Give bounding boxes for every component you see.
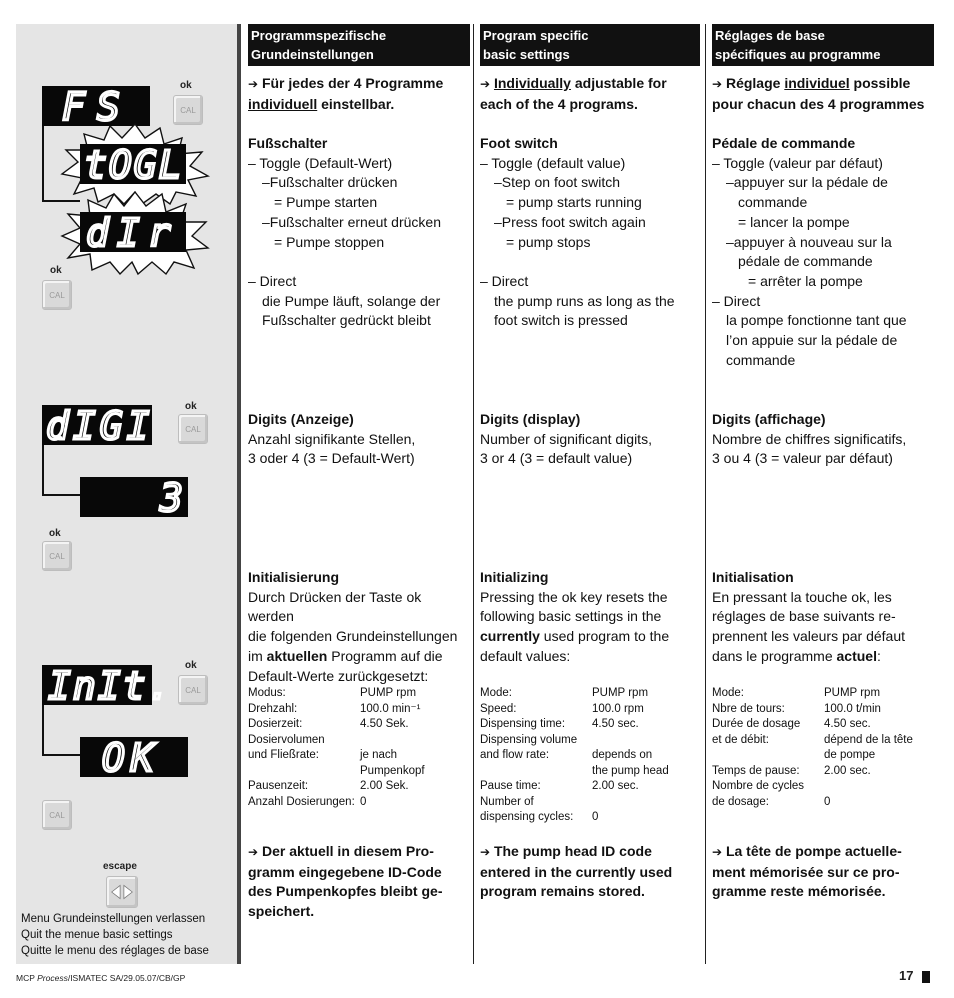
- text-line: l’on appuie sur la pédale de: [726, 332, 898, 349]
- setting-key: Dispensing volume: [480, 733, 578, 746]
- doc-ref-part-italic: Process: [37, 973, 68, 983]
- table-row: [248, 779, 470, 795]
- settings-table: [480, 686, 700, 826]
- setting-key: und Fließrate:: [248, 749, 319, 761]
- left-footer-line: Quitte le menu des réglages de base: [21, 944, 209, 957]
- text-line: = arrêter la pompe: [748, 272, 863, 289]
- table-row: [480, 686, 700, 702]
- setting-value: PUMP rpm: [824, 687, 881, 699]
- svg-text:OK: OK: [102, 736, 160, 780]
- arrow-icon: ➔: [248, 845, 259, 859]
- section-title: Fußschalter: [248, 135, 328, 151]
- setting-key: [248, 764, 360, 780]
- setting-value: [592, 795, 700, 811]
- text-run-bold: actuel: [836, 647, 877, 664]
- cal-key-label: CAL: [49, 810, 65, 820]
- note: [480, 842, 700, 902]
- column-header-line: Program specific: [483, 28, 589, 43]
- text-line: –Step on foot switch: [494, 174, 621, 191]
- foot-switch-section: [712, 134, 934, 370]
- lcd-ok-segments: [80, 736, 188, 780]
- text-line: 3 oder 4 (3 = Default-Wert): [248, 450, 415, 467]
- text-line: = Pumpe starten: [274, 194, 378, 211]
- page-number: 17: [899, 968, 914, 983]
- cal-key[interactable]: [178, 675, 208, 705]
- table-row: [480, 717, 700, 733]
- table-row: [248, 764, 470, 780]
- document-reference: [16, 973, 185, 983]
- table-row: [712, 779, 934, 795]
- setting-value: [824, 779, 934, 795]
- intro-text: each of the 4 programs.: [480, 95, 638, 112]
- setting-value: 4.50 Sek.: [360, 718, 409, 730]
- text-run-bold: currently: [480, 628, 540, 645]
- intro-text: Für jedes der 4 Programme: [261, 75, 444, 91]
- cal-key[interactable]: [42, 800, 72, 830]
- table-row: [712, 702, 934, 718]
- left-divider-bar: [237, 24, 241, 964]
- column-header: [248, 24, 470, 66]
- section-title: Initialisierung: [248, 569, 340, 585]
- text-line: – Toggle (default value): [480, 154, 626, 171]
- spacer: [248, 252, 470, 272]
- setting-value: 2.00 Sek.: [360, 780, 409, 792]
- lcd-3-segments: [80, 476, 188, 520]
- table-row: [712, 764, 934, 780]
- setting-value: 2.00 sec.: [824, 764, 871, 777]
- table-row: [248, 733, 470, 749]
- setting-value: dépend de la tête: [824, 733, 913, 746]
- text-line: Number of significant digits,: [480, 430, 652, 447]
- note: [248, 842, 470, 922]
- foot-switch-section: [248, 134, 470, 331]
- table-row: [248, 717, 470, 733]
- section-title: Pédale de commande: [712, 135, 856, 151]
- text-line: die Pumpe läuft, solange der: [262, 292, 441, 309]
- note-line: entered in the currently used: [480, 863, 673, 880]
- table-row: [248, 686, 470, 702]
- setting-value: 0: [824, 795, 831, 808]
- left-footer-line: Quit the menue basic settings: [21, 928, 173, 941]
- table-row: [480, 748, 700, 764]
- setting-value: depends on: [592, 749, 653, 761]
- digits-section: [712, 410, 934, 469]
- column-german: [248, 24, 470, 920]
- arrow-icon: ➔: [248, 77, 259, 91]
- setting-value: [592, 733, 700, 749]
- text-line: –appuyer à nouveau sur la: [726, 233, 892, 250]
- column-separator: [473, 24, 474, 964]
- intro: [480, 74, 700, 114]
- setting-key: Drehzahl:: [248, 702, 298, 715]
- setting-key: Pausenzeit:: [248, 780, 309, 792]
- setting-key: et de débit:: [712, 733, 769, 746]
- text-run: :: [876, 647, 881, 664]
- spacer: [480, 252, 700, 272]
- ok-label: ok: [50, 265, 62, 276]
- text-line: – Direct: [480, 272, 529, 289]
- table-row: [712, 733, 934, 749]
- table-row: [248, 702, 470, 718]
- setting-key: [712, 748, 824, 764]
- setting-key: Temps de pause:: [712, 764, 800, 777]
- text-line: Default-Werte zurückgesetzt:: [248, 667, 429, 684]
- cal-key-label: CAL: [49, 551, 65, 561]
- text-run-bold: aktuellen: [266, 647, 328, 664]
- text-line: following basic settings in the: [480, 608, 662, 625]
- ok-label: ok: [49, 528, 61, 539]
- text-line: –Press foot switch again: [494, 213, 646, 230]
- text-line: – Direct: [712, 292, 761, 309]
- lcd-3: [80, 476, 188, 520]
- setting-value: de pompe: [824, 749, 876, 761]
- connector-digi: [42, 444, 80, 496]
- table-row: [480, 764, 700, 780]
- ok-label: ok: [180, 80, 192, 91]
- text-line: –Fußschalter erneut drücken: [262, 213, 441, 230]
- table-row: [248, 748, 470, 764]
- left-footer-line: Menu Grundeinstellungen verlassen: [21, 913, 206, 925]
- column-header-line: Grundeinstellungen: [251, 47, 374, 62]
- setting-value: 4.50 sec.: [824, 718, 871, 730]
- text-line: = lancer la pompe: [738, 213, 850, 230]
- left-footer: [21, 912, 209, 959]
- note-line: speichert.: [248, 903, 315, 920]
- setting-key: Durée de dosage: [712, 718, 801, 730]
- digits-section: [480, 410, 700, 469]
- text-line: – Toggle (valeur par défaut): [712, 154, 883, 171]
- setting-key: and flow rate:: [480, 749, 550, 761]
- cal-key-label: CAL: [180, 105, 196, 115]
- text-line: 3 or 4 (3 = default value): [480, 450, 633, 467]
- column-header-line: Réglages de base: [715, 28, 825, 43]
- lcd-fs: [42, 85, 150, 129]
- note-line: ment mémorisée sur ce pro-: [712, 863, 900, 880]
- table-row: [480, 779, 700, 795]
- svg-text:InIt.: InIt.: [48, 664, 173, 708]
- lcd-fs-segments: [42, 85, 150, 129]
- setting-key: dispensing cycles:: [480, 811, 574, 823]
- setting-value: the pump head: [592, 764, 669, 777]
- text-line: default values:: [480, 647, 571, 664]
- table-row: [712, 686, 934, 702]
- section-title: Initializing: [480, 569, 549, 585]
- setting-key: de dosage:: [712, 795, 769, 808]
- lcd-dir-segments: [80, 211, 186, 255]
- note-line: The pump head ID code: [493, 843, 652, 859]
- intro-underlined: Individually: [493, 75, 571, 91]
- table-row: [480, 810, 700, 826]
- text-run: dans le programme: [712, 647, 837, 664]
- lcd-ok: [80, 736, 188, 780]
- escape-label: escape: [103, 861, 137, 872]
- setting-key: Pause time:: [480, 780, 541, 792]
- note-line: gramm eingegebene ID-Code: [248, 863, 442, 880]
- intro-text: einstellbar.: [317, 95, 395, 112]
- settings-table: [248, 686, 470, 810]
- doc-ref-part: MCP: [16, 973, 38, 983]
- column-header-line: spécifiques au programme: [715, 47, 881, 62]
- setting-key: Anzahl Dosierungen:: [248, 795, 355, 808]
- text-run: Programm auf die: [327, 647, 443, 664]
- section-title: Digits (Anzeige): [248, 411, 354, 427]
- table-row: [480, 795, 700, 811]
- setting-key: Mode:: [480, 687, 512, 699]
- setting-key: Mode:: [712, 687, 744, 699]
- section-title: Foot switch: [480, 135, 558, 151]
- arrow-icon: ➔: [712, 77, 723, 91]
- setting-key: Modus:: [248, 687, 286, 699]
- lcd-digi: [42, 404, 154, 448]
- setting-key: Dispensing time:: [480, 718, 566, 730]
- intro: [712, 74, 934, 114]
- svg-text:dIr: dIr: [86, 211, 179, 255]
- digits-section: [248, 410, 470, 469]
- column-header: [712, 24, 934, 66]
- intro-underlined: individuell: [248, 95, 318, 112]
- setting-value: 100.0 min⁻¹: [360, 702, 421, 715]
- section-title: Initialisation: [712, 569, 794, 585]
- text-line: –Fußschalter drücken: [262, 174, 398, 191]
- svg-text:FS: FS: [62, 85, 132, 129]
- setting-value: [360, 733, 470, 749]
- text-line: = pump stops: [506, 233, 591, 250]
- connector-init: [42, 704, 80, 756]
- text-line: –appuyer sur la pédale de: [726, 174, 888, 191]
- text-line: Nombre de chiffres significatifs,: [712, 430, 907, 447]
- text-line: – Direct: [248, 272, 297, 289]
- init-section: [712, 568, 934, 667]
- text-line: = pump starts running: [506, 194, 642, 211]
- text-line: foot switch is pressed: [494, 312, 628, 329]
- note-line: des Pumpenkopfes bleibt ge-: [248, 883, 443, 900]
- text-line: die folgenden Grundeinstellungen: [248, 628, 458, 645]
- table-row: [480, 733, 700, 749]
- column-separator: [705, 24, 706, 964]
- intro-text: adjustable for: [570, 75, 667, 91]
- lcd-togl-segments: [80, 143, 186, 187]
- table-row: [712, 795, 934, 811]
- text-line: pédale de commande: [738, 253, 873, 270]
- setting-value: PUMP rpm: [592, 687, 649, 699]
- column-french: [712, 24, 934, 900]
- settings-table: [712, 686, 934, 810]
- page-marker: [922, 971, 930, 983]
- note-line: La tête de pompe actuelle-: [725, 843, 902, 859]
- cal-key-label: CAL: [185, 424, 201, 434]
- setting-key: Dosierzeit:: [248, 718, 303, 730]
- text-line: prennent les valeurs par défaut: [712, 628, 906, 645]
- text-line: = Pumpe stoppen: [274, 233, 385, 250]
- cal-key[interactable]: [173, 95, 203, 125]
- svg-text:dIGI: dIGI: [46, 404, 154, 448]
- arrow-icon: ➔: [480, 845, 491, 859]
- table-row: [248, 795, 470, 811]
- ok-label: ok: [185, 660, 197, 671]
- text-line: réglages de base suivants re-: [712, 608, 896, 625]
- column-header: [480, 24, 700, 66]
- setting-key: Speed:: [480, 702, 517, 715]
- setting-value: 0: [592, 811, 599, 823]
- text-line: Durch Drücken der Taste ok werden: [248, 588, 422, 625]
- lcd-dir: [80, 211, 186, 255]
- note: [712, 842, 934, 902]
- intro-text: Réglage: [725, 75, 785, 91]
- arrow-icon: ➔: [480, 77, 491, 91]
- table-row: [480, 702, 700, 718]
- init-section: [480, 568, 700, 667]
- lcd-init-segments: [42, 664, 173, 708]
- intro-text: possible: [849, 75, 911, 91]
- left-right-arrows-icon: [107, 877, 137, 907]
- text-run: im: [248, 647, 267, 664]
- text-line: Pressing the ok key resets the: [480, 588, 668, 605]
- cal-key[interactable]: [178, 414, 208, 444]
- text-line: – Toggle (Default-Wert): [248, 154, 393, 171]
- svg-text:3: 3: [160, 476, 183, 520]
- setting-key: Number of: [480, 795, 534, 808]
- svg-text:tOGL: tOGL: [84, 143, 184, 187]
- table-row: [712, 717, 934, 733]
- lcd-init: [42, 664, 173, 708]
- foot-switch-section: [480, 134, 700, 331]
- text-line: commande: [726, 351, 796, 368]
- note-line: gramme reste mémorisée.: [712, 883, 886, 900]
- setting-value: 2.00 sec.: [592, 780, 639, 792]
- text-line: la pompe fonctionne tant que: [726, 312, 907, 329]
- section-title: Digits (display): [480, 411, 581, 427]
- column-header-line: basic settings: [483, 47, 570, 62]
- text-line: En pressant la touche ok, les: [712, 588, 892, 605]
- column-header-line: Programmspezifische: [251, 28, 387, 43]
- setting-value: PUMP rpm: [360, 687, 417, 699]
- setting-value: 100.0 t/min: [824, 702, 881, 715]
- note-line: program remains stored.: [480, 883, 645, 900]
- setting-key: [480, 764, 592, 780]
- escape-key[interactable]: [106, 876, 138, 908]
- text-line: commande: [738, 194, 808, 211]
- cal-key-label: CAL: [185, 685, 201, 695]
- setting-value: 0: [360, 795, 367, 808]
- lcd-digi-segments: [42, 404, 154, 448]
- setting-value: Pumpenkopf: [360, 764, 425, 777]
- init-section: [248, 568, 470, 686]
- cal-key[interactable]: [42, 541, 72, 571]
- setting-key: Nbre de tours:: [712, 702, 785, 715]
- table-row: [712, 748, 934, 764]
- setting-value: 4.50 sec.: [592, 718, 639, 730]
- text-line: Anzahl signifikante Stellen,: [248, 430, 416, 447]
- setting-key: Nombre de cycles: [712, 780, 805, 792]
- text-line: 3 ou 4 (3 = valeur par défaut): [712, 450, 893, 467]
- column-english: [480, 24, 700, 900]
- lcd-togl: [80, 143, 186, 187]
- cal-key[interactable]: [42, 280, 72, 310]
- text-run: used program to the: [539, 628, 670, 645]
- intro: [248, 74, 470, 114]
- intro-text: pour chacun des 4 programmes: [712, 95, 925, 112]
- setting-value: 100.0 rpm: [592, 702, 644, 715]
- setting-value: je nach: [360, 749, 398, 761]
- section-title: Digits (affichage): [712, 411, 826, 427]
- intro-underlined: individuel: [784, 75, 850, 91]
- doc-ref-part: /ISMATEC SA/29.05.07/CB/GP: [67, 973, 186, 983]
- setting-key: Dosiervolumen: [248, 733, 325, 746]
- text-line: Fußschalter gedrückt bleibt: [262, 312, 431, 329]
- note-line: Der aktuell in diesem Pro-: [261, 843, 434, 859]
- cal-key-label: CAL: [49, 290, 65, 300]
- arrow-icon: ➔: [712, 845, 723, 859]
- ok-label: ok: [185, 401, 197, 412]
- text-line: the pump runs as long as the: [494, 292, 675, 309]
